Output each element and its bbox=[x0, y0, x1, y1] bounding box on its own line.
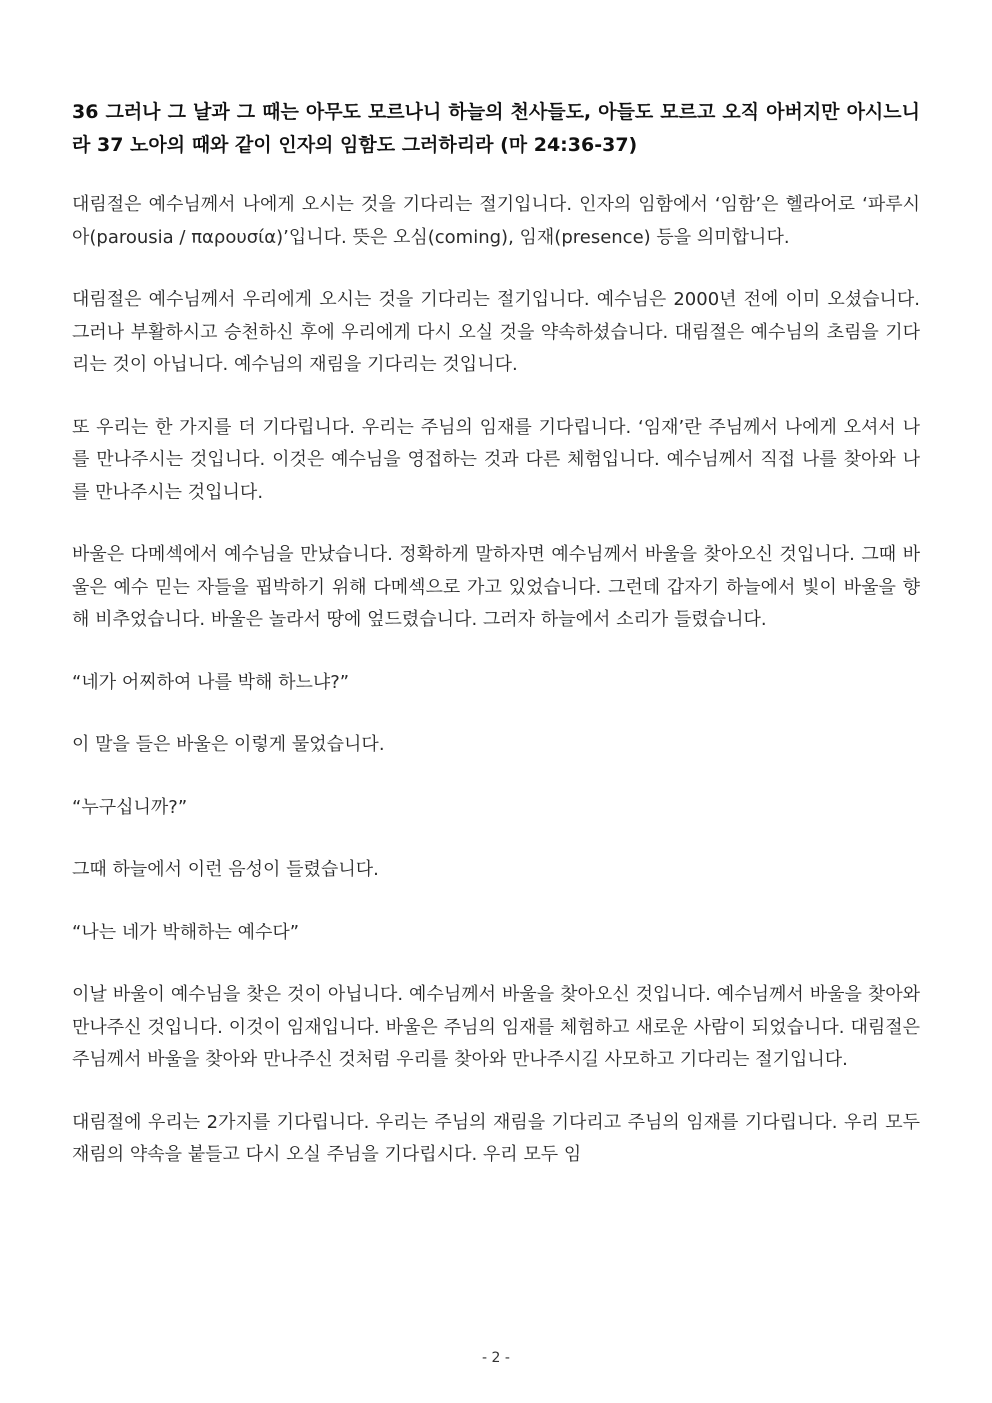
paragraph-8: 대림절에 우리는 2가지를 기다립니다. 우리는 주님의 재림을 기다리고 주님의 임재를 기다립니다. 우리 모두 재림의 약속을 붙들고 다시 오실 주님을 기다립시다. 우리 모두 임 bbox=[72, 1111, 920, 1165]
quote-1: “네가 어찌하여 나를 박해 하느냐?” bbox=[72, 671, 350, 693]
scripture-verse: 36 그러나 그 날과 그 때는 아무도 모르나니 하늘의 천사들도, 아들도 모르고 오직 아버지만 아시느니라 37 노아의 때와 같이 인자의 임함도 그러하리라 (마 24:36-37) bbox=[72, 101, 920, 156]
paragraph-7: 이날 바울이 예수님을 찾은 것이 아닙니다. 예수님께서 바울을 찾아오신 것입니다. 예수님께서 바울을 찾아와 만나주신 것입니다. 이것이 임재입니다. 바울은 주님의 임재를 체험하고 새로운 사람이 되었습니다. 대림절은 주님께서 바울을 찾아와 만나주신 것처럼 우리를 찾아와 만나주시길 사모하고 기다리는 절기입니다. bbox=[72, 984, 920, 1070]
paragraph-1: 대림절은 예수님께서 나에게 오시는 것을 기다리는 절기입니다. 인자의 임함에서 ‘임함’은 헬라어로 ‘파루시아(parousia / παρουσία)’입니다. 뜻은 오심(coming), 임재(presence) 등을 의미합니다. bbox=[72, 194, 920, 248]
paragraph-4: 바울은 다메섹에서 예수님을 만났습니다. 정확하게 말하자면 예수님께서 바울을 찾아오신 것입니다. 그때 바울은 예수 믿는 자들을 핍박하기 위해 다메섹으로 가고 있었습니다. 그런데 갑자기 하늘에서 빛이 바울을 향해 비추었습니다. 바울은 놀라서 땅에 엎드렸습니다. 그러자 하늘에서 소리가 들렸습니다. bbox=[72, 544, 920, 630]
paragraph-5: 이 말을 들은 바울은 이렇게 물었습니다. bbox=[72, 734, 385, 755]
quote-3: “나는 네가 박해하는 예수다” bbox=[72, 921, 300, 943]
paragraph-6: 그때 하늘에서 이런 음성이 들렸습니다. bbox=[72, 859, 379, 880]
quote-2: “누구십니까?” bbox=[72, 796, 188, 818]
document-body bbox=[72, 96, 920, 1202]
paragraph-3: 또 우리는 한 가지를 더 기다립니다. 우리는 주님의 임재를 기다립니다. ‘임재’란 주님께서 나에게 오셔서 나를 만나주시는 것입니다. 이것은 예수님을 영접하는 것과 다른 체험입니다. 예수님께서 직접 나를 찾아와 나를 만나주시는 것입니다. bbox=[72, 416, 920, 503]
paragraph-2: 대림절은 예수님께서 우리에게 오시는 것을 기다리는 절기입니다. 예수님은 2000년 전에 이미 오셨습니다. 그러나 부활하시고 승천하신 후에 우리에게 다시 오실 것을 약속하셨습니다. 대림절은 예수님의 초림을 기다리는 것이 아닙니다. 예수님의 재림을 기다리는 것입니다. bbox=[72, 289, 920, 375]
page-number: - 2 - bbox=[482, 1350, 510, 1366]
